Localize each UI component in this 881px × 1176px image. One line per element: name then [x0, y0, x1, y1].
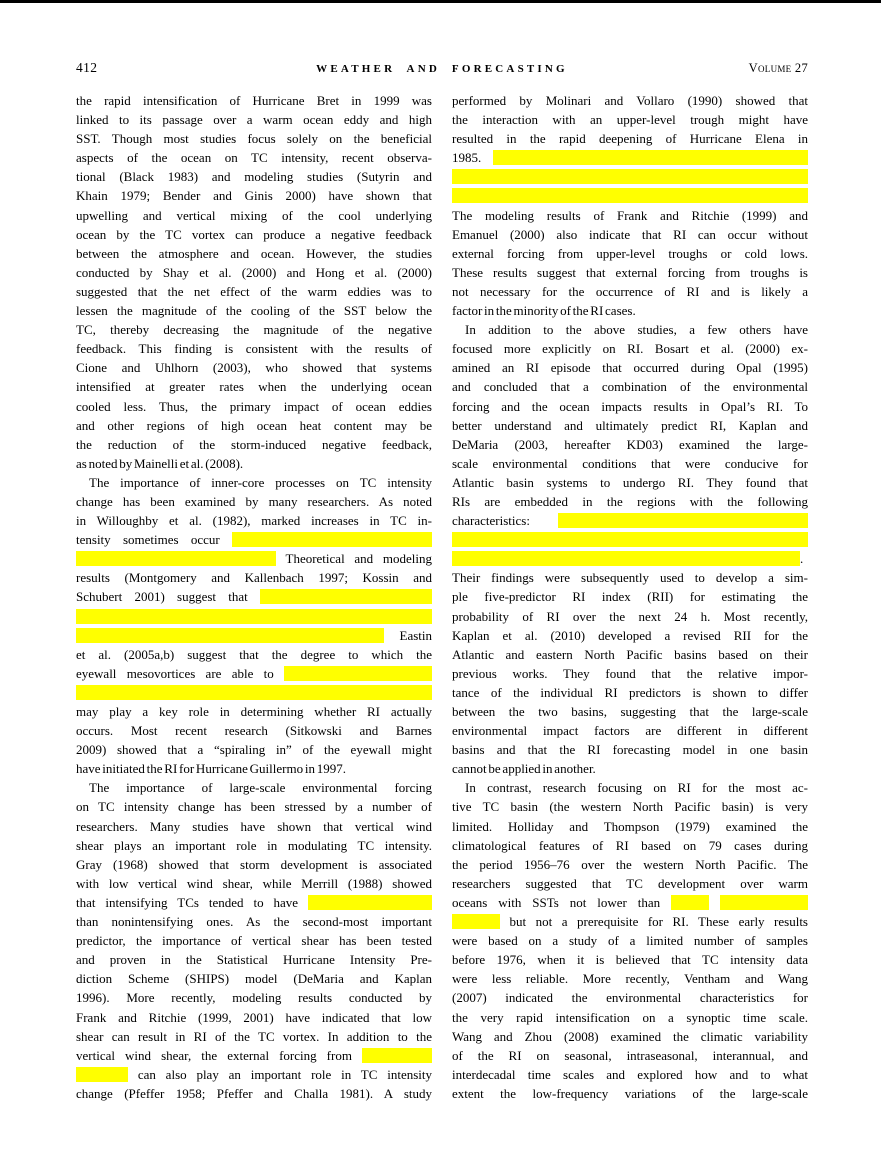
text-line: were less reliable. More recently, Ventham and Wang [452, 971, 808, 987]
text-line: as noted by Mainelli et al. (2008). [76, 455, 244, 471]
text-line [76, 683, 432, 702]
text-line: RIs are embedded in the regions with the following [452, 493, 808, 509]
text-line: These results suggest that external forcing from troughs is [452, 264, 808, 280]
volume-label: Volume 27 [748, 61, 808, 75]
redaction-highlight [76, 551, 276, 566]
redaction-highlight [76, 628, 384, 643]
redaction-highlight [232, 532, 432, 547]
text-line: with low vertical wind shear, while Merrill (1988) showed [76, 875, 432, 891]
text-line: were based on a study of a limited number of samples [452, 933, 808, 949]
text-line: the interaction with an upper-level trough might have [452, 112, 808, 128]
text-line: external forcing from upper-level troughs or cold lows. [452, 245, 808, 261]
text-line: Atlantic and eastern North Pacific basins based on their [452, 646, 808, 662]
text-line: change has been examined by many researchers. As noted [76, 493, 432, 509]
text-line: 1985. [452, 148, 808, 167]
text-line: diction Scheme (SHIPS) model (DeMaria and Kaplan [76, 971, 432, 987]
text-line: tance of the individual RI predictors is shown to differ [452, 684, 808, 700]
text-line: SST. Though most studies focus solely on the beneficial [76, 131, 432, 147]
text-line [76, 607, 432, 626]
text-line: vertical wind shear, the external forcing from [76, 1046, 432, 1065]
text-line: conducted by Shay et al. (2000) and Hong et al. (2000) [76, 264, 432, 280]
redaction-highlight [452, 188, 808, 203]
redaction-highlight [452, 914, 500, 929]
text-line: Wang and Zhou (2008) examined the climatic variability [452, 1028, 808, 1044]
text-line: feedback. This finding is consistent with the results of [76, 341, 432, 357]
redaction-highlight [76, 609, 432, 624]
text-line: ple five-predictor RI index (RII) for estimating the [452, 589, 808, 605]
journal-title: WEATHER AND FORECASTING [316, 63, 568, 75]
text-line: TC, thereby decreasing the magnitude of the negative [76, 322, 432, 338]
text-line: et al. (2005a,b) suggest that the degree to which the [76, 646, 432, 662]
redaction-highlight [76, 685, 432, 700]
page-top-edge [0, 0, 881, 3]
text-line: the rapid intensification of Hurricane Bret in 1999 was [76, 93, 432, 108]
text-line: In addition to the above studies, a few others have [465, 322, 808, 338]
redaction-highlight [493, 150, 808, 165]
text-line: in Willoughby et al. (1982), marked increases in TC in- [76, 513, 432, 529]
text-line: extent the low-frequency variations of the large-scale [452, 1085, 808, 1101]
redaction-highlight [308, 895, 432, 910]
two-column-body [76, 91, 808, 1103]
text-line: the period 1956–76 over the western North Pacific. The [452, 856, 808, 872]
text-line: climatological features of RI based on 79 cases during [452, 837, 808, 853]
text-line: between the atmosphere and ocean. However, the studies [76, 245, 432, 261]
text-line: tional (Black 1983) and modeling studies (Sutyrin and [76, 169, 432, 185]
text-line: and proven in the Statistical Hurricane Intensity Pre- [76, 952, 432, 968]
text-line: not necessary for the occurrence of RI and is likely a [452, 283, 808, 299]
text-line: Frank and Ritchie (1999, 2001) have indicated that low [76, 1009, 432, 1025]
text-line: cooled less. Thus, the primary impact of ocean eddies [76, 398, 432, 414]
text-line [452, 167, 808, 186]
text-line: Schubert 2001) suggest that [76, 587, 432, 606]
text-line: characteristics: [452, 511, 808, 530]
column-left [76, 91, 432, 1103]
text-line: the reduction of the storm-induced negative feedback, [76, 436, 432, 452]
text-line: aspects of the ocean on TC intensity, recent observa- [76, 150, 432, 166]
text-line: 2009) showed that a “spiraling in” of the eyewall might [76, 742, 432, 758]
text-line: Theoretical and modeling [76, 549, 432, 568]
redaction-highlight [284, 666, 432, 681]
text-line: shear can result in RI of the TC vortex. In addition to the [76, 1028, 432, 1044]
redaction-highlight [76, 1067, 128, 1082]
text-line: amined an RI episode that occurred during Opal (1995) [452, 360, 808, 376]
redaction-highlight [671, 895, 709, 910]
redaction-highlight [362, 1048, 432, 1063]
text-line: probability of RI over the next 24 h. Most recently, [452, 608, 808, 624]
redaction-highlight [452, 551, 800, 566]
text-line: . [452, 549, 808, 568]
redaction-highlight [452, 532, 808, 547]
running-header [76, 60, 808, 76]
text-line: The importance of inner-core processes on TC intensity [89, 474, 432, 490]
text-line: performed by Molinari and Vollaro (1990) showed that [452, 93, 808, 108]
text-line: than nonintensifying ones. As the second-most important [76, 914, 432, 930]
text-line: researchers. Many studies have shown that vertical wind [76, 818, 432, 834]
text-line: The importance of large-scale environmental forcing [89, 780, 432, 796]
text-line: environmental impact factors are different in different [452, 723, 808, 739]
text-line: focused more explicitly on RI. Bosart et al. (2000) ex- [452, 341, 808, 357]
text-line: Gray (1968) showed that storm development is associated [76, 856, 432, 872]
text-line: can also play an important role in TC intensity [76, 1065, 432, 1084]
text-line: 1996). More recently, modeling results conducted by [76, 990, 432, 1006]
text-line: that intensifying TCs tended to have [76, 893, 432, 912]
text-line: linked to its passage over a warm ocean eddy and high [76, 112, 432, 128]
text-line [452, 530, 808, 549]
text-line: In contrast, research focusing on RI for the most ac- [465, 780, 808, 796]
text-line: shear plays an important role in modulating TC intensity. [76, 837, 432, 853]
text-line: Cione and Uhlhorn (2003), who showed that systems [76, 360, 432, 376]
text-line: tive TC basin (the western North Pacific basin) is very [452, 799, 808, 815]
text-line: Kaplan et al. (2010) developed a revised RII for the [452, 627, 808, 643]
text-line: basins and that the RI forecasting model in one basin [452, 742, 808, 758]
text-line: on TC intensity change has been stressed by a number of [76, 799, 432, 815]
text-line: occurs. Most recent research (Sitkowski and Barnes [76, 723, 432, 739]
text-line: upwelling and vertical mixing of the cool underlying [76, 207, 432, 223]
text-line: cannot be applied in another. [452, 761, 596, 777]
text-line: oceans with SSTs not lower than [452, 893, 808, 912]
column-right [452, 91, 808, 1103]
text-line: intensified at greater rates when the underlying ocean [76, 379, 432, 395]
text-line: of the RI on seasonal, intraseasonal, interannual, and [452, 1047, 808, 1063]
text-line: Atlantic basin systems to undergo RI. They found that [452, 474, 808, 490]
text-line: scale environmental conditions that were conducive for [452, 455, 808, 471]
text-line: The modeling results of Frank and Ritchie (1999) and [452, 207, 808, 223]
redaction-highlight [720, 895, 808, 910]
text-line: Eastin [76, 626, 432, 645]
redaction-highlight [452, 169, 808, 184]
text-line: previous works. They found that the relative impor- [452, 665, 808, 681]
text-line: researchers suggested that TC development over warm [452, 875, 808, 891]
text-line: eyewall mesovortices are able to [76, 664, 432, 683]
text-line: forcing and the ocean impacts results in Opal’s RI. To [452, 398, 808, 414]
text-line: suggested that the net effect of the warm eddies was to [76, 283, 432, 299]
redaction-highlight [558, 513, 808, 528]
text-line: before 1976, when it is believed that TC intensity data [452, 952, 808, 968]
text-line: Their findings were subsequently used to develop a sim- [452, 570, 808, 586]
text-line: limited. Holliday and Thompson (1979) examined the [452, 818, 808, 834]
text-line: Emanuel (2000) also indicate that RI can occur without [452, 226, 808, 242]
text-line: have initiated the RI for Hurricane Guillermo in 1997. [76, 761, 346, 777]
text-line [452, 186, 808, 205]
text-line: factor in the minority of the RI cases. [452, 303, 636, 319]
text-line: may play a key role in determining whether RI actually [76, 704, 432, 719]
text-line: interdecadal time scales and explored how and to what [452, 1066, 808, 1082]
text-line: and other regions of high ocean heat content may be [76, 417, 432, 433]
text-line: but not a prerequisite for RI. These early results [452, 912, 808, 931]
text-line: lessen the magnitude of the cooling of the SST below the [76, 303, 432, 319]
text-line: Khain 1979; Bender and Ginis 2000) have shown that [76, 188, 432, 204]
text-line: change (Pfeffer 1958; Pfeffer and Challa 1981). A study [76, 1085, 432, 1101]
redaction-highlight [260, 589, 432, 604]
text-line: ocean by the TC vortex can produce a negative feedback [76, 226, 432, 242]
text-line: results (Montgomery and Kallenbach 1997; Kossin and [76, 570, 432, 586]
page-number: 412 [76, 60, 98, 75]
text-line: (2007) indicated the environmental characteristics for [452, 990, 808, 1006]
text-line: predictor, the importance of vertical shear has been tested [76, 933, 432, 949]
text-line: and concluded that a combination of the environmental [452, 379, 808, 395]
text-line: between the two basins, suggesting that the large-scale [452, 704, 808, 719]
text-line: better understand and ultimately predict RI, Kaplan and [452, 417, 808, 433]
text-line: resulted in the rapid deepening of Hurricane Elena in [452, 131, 808, 147]
text-line: DeMaria (2003, hereafter KD03) examined the large- [452, 436, 808, 452]
text-line: tensity sometimes occur [76, 530, 432, 549]
text-line: the very rapid intensification on a synoptic time scale. [452, 1009, 808, 1025]
